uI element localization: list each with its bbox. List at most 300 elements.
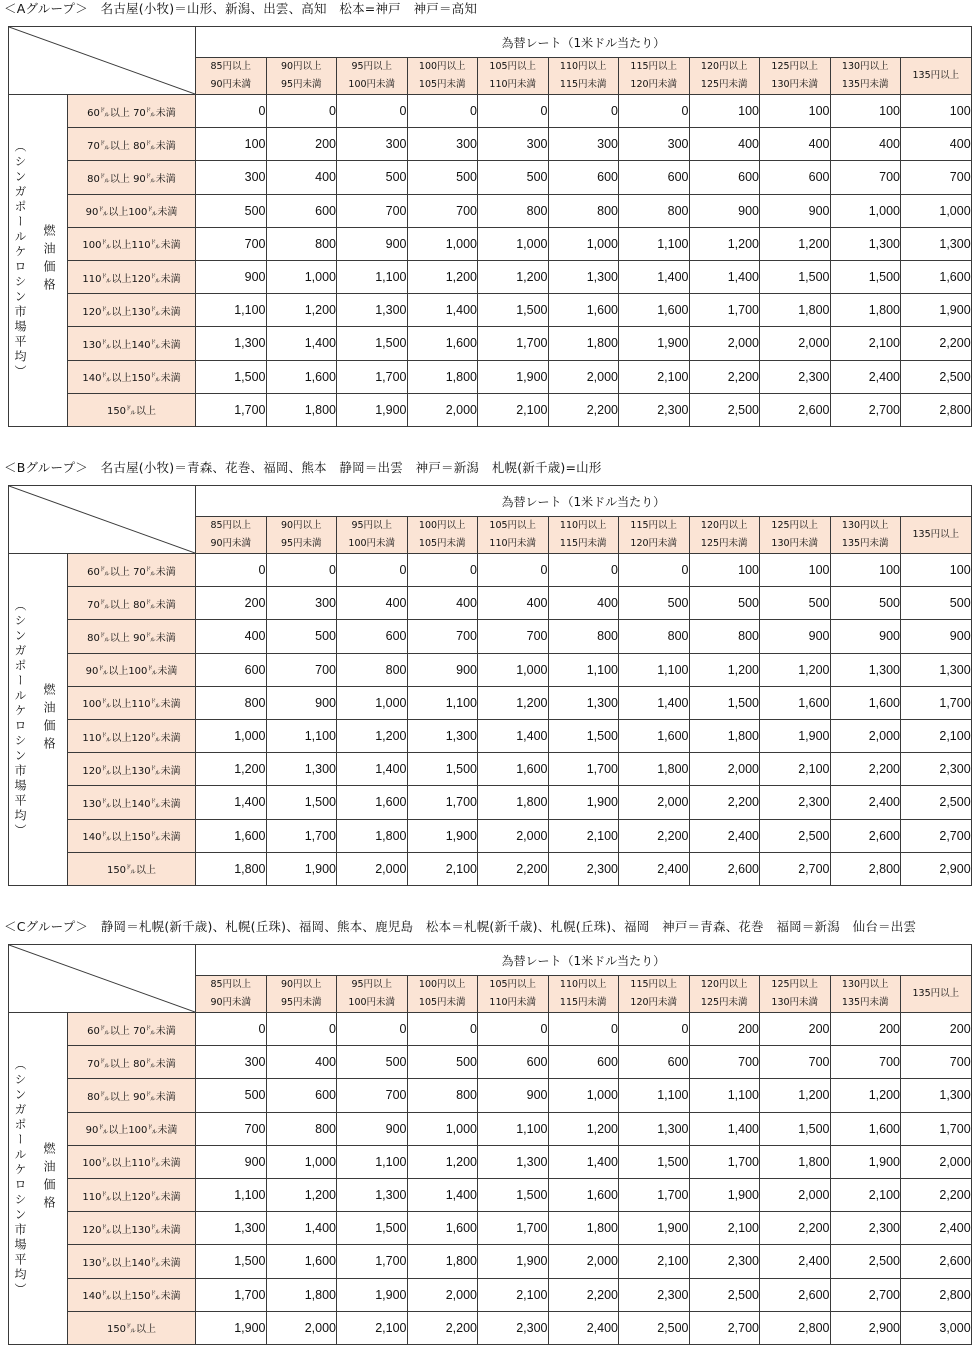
rate-range-header <box>337 58 408 95</box>
rate-range-line: 100円以上 <box>418 61 466 72</box>
rate-range-header <box>689 517 760 554</box>
table-row <box>9 128 972 161</box>
surcharge-value: 2,100 <box>619 360 690 393</box>
surcharge-value: 1,600 <box>830 686 901 719</box>
surcharge-value: 2,500 <box>830 1245 901 1278</box>
surcharge-value: 700 <box>760 1046 831 1079</box>
surcharge-value: 2,200 <box>901 327 972 360</box>
surcharge-value: 1,000 <box>196 719 267 752</box>
fuel-range-label: 110㌦以上120㌦未満 <box>68 1178 196 1211</box>
rate-range-line: 95円未満 <box>280 997 322 1008</box>
surcharge-value: 2,200 <box>689 786 760 819</box>
surcharge-value: 1,300 <box>266 753 337 786</box>
surcharge-value: 500 <box>196 194 267 227</box>
surcharge-value: 900 <box>760 194 831 227</box>
surcharge-value: 0 <box>407 554 478 587</box>
surcharge-value: 700 <box>196 1112 267 1145</box>
table-row <box>9 1079 972 1112</box>
surcharge-value: 1,100 <box>619 227 690 260</box>
surcharge-value: 100 <box>760 554 831 587</box>
surcharge-value: 400 <box>266 1046 337 1079</box>
rate-range-header <box>266 517 337 554</box>
surcharge-value: 200 <box>689 1013 760 1046</box>
fuel-range-label: 80㌦以上 90㌦未満 <box>68 620 196 653</box>
surcharge-value: 1,500 <box>266 786 337 819</box>
surcharge-value: 800 <box>196 686 267 719</box>
surcharge-value: 400 <box>548 587 619 620</box>
surcharge-value: 0 <box>196 1013 267 1046</box>
rate-range-line: 130円未満 <box>771 997 819 1008</box>
surcharge-value: 1,000 <box>548 227 619 260</box>
table-row <box>9 1145 972 1178</box>
surcharge-value: 2,200 <box>760 1212 831 1245</box>
surcharge-value: 2,600 <box>689 852 760 885</box>
rate-range-header <box>478 976 549 1013</box>
table-row <box>9 227 972 260</box>
surcharge-value: 1,700 <box>901 1112 972 1145</box>
surcharge-value: 2,100 <box>478 393 549 426</box>
surcharge-value: 0 <box>337 95 408 128</box>
surcharge-value: 2,200 <box>830 753 901 786</box>
surcharge-value: 0 <box>478 554 549 587</box>
fuel-range-label: 120㌦以上130㌦未満 <box>68 753 196 786</box>
surcharge-value: 1,600 <box>830 1112 901 1145</box>
rate-range-header <box>196 517 267 554</box>
surcharge-value: 2,100 <box>337 1311 408 1344</box>
table-row <box>9 686 972 719</box>
surcharge-value: 600 <box>689 161 760 194</box>
rate-range-header <box>266 976 337 1013</box>
surcharge-value: 2,100 <box>830 327 901 360</box>
fuel-range-label: 150㌦以上 <box>68 1311 196 1344</box>
surcharge-value: 600 <box>548 161 619 194</box>
surcharge-value: 1,400 <box>548 1145 619 1178</box>
surcharge-value: 0 <box>407 95 478 128</box>
surcharge-value: 600 <box>196 653 267 686</box>
rate-range-line: 95円以上 <box>351 520 393 531</box>
surcharge-value: 1,100 <box>407 686 478 719</box>
surcharge-value: 0 <box>266 554 337 587</box>
surcharge-value: 1,800 <box>266 393 337 426</box>
surcharge-value: 1,700 <box>407 786 478 819</box>
table-row <box>9 294 972 327</box>
surcharge-value: 300 <box>478 128 549 161</box>
rate-range-line: 85円以上 <box>210 979 252 990</box>
fuel-price-side-label <box>9 1013 68 1345</box>
surcharge-value: 1,500 <box>337 1212 408 1245</box>
surcharge-value: 400 <box>830 128 901 161</box>
rate-range-line: 135円未満 <box>841 538 889 549</box>
surcharge-value: 1,400 <box>689 1112 760 1145</box>
rate-range-header <box>901 58 972 95</box>
rate-range-line: 120円以上 <box>700 520 748 531</box>
surcharge-value: 2,200 <box>548 393 619 426</box>
surcharge-value: 2,000 <box>760 1178 831 1211</box>
surcharge-value: 2,500 <box>619 1311 690 1344</box>
rate-range-line: 115円以上 <box>630 979 678 990</box>
surcharge-value: 0 <box>266 95 337 128</box>
surcharge-value: 400 <box>901 128 972 161</box>
surcharge-value: 500 <box>337 1046 408 1079</box>
surcharge-value: 2,200 <box>901 1178 972 1211</box>
surcharge-value: 500 <box>407 1046 478 1079</box>
surcharge-value: 600 <box>337 620 408 653</box>
rate-range-line: 105円未満 <box>418 997 466 1008</box>
table-row <box>9 1311 972 1344</box>
rate-range-line: 110円未満 <box>489 79 537 90</box>
surcharge-value: 2,600 <box>901 1245 972 1278</box>
surcharge-value: 1,000 <box>901 194 972 227</box>
surcharge-value: 2,000 <box>619 786 690 819</box>
rate-range-line: 100円未満 <box>348 997 396 1008</box>
diagonal-line <box>9 945 195 1012</box>
rate-range-line: 110円以上 <box>559 61 607 72</box>
surcharge-value: 1,400 <box>337 753 408 786</box>
surcharge-value: 1,600 <box>266 360 337 393</box>
surcharge-value: 1,800 <box>266 1278 337 1311</box>
surcharge-value: 1,400 <box>196 786 267 819</box>
surcharge-value: 2,700 <box>760 852 831 885</box>
surcharge-value: 2,800 <box>760 1311 831 1344</box>
surcharge-value: 1,000 <box>548 1079 619 1112</box>
surcharge-value: 1,600 <box>901 260 972 293</box>
rate-range-line: 85円以上 <box>210 61 252 72</box>
rate-range-line: 95円以上 <box>351 979 393 990</box>
table-row <box>9 1212 972 1245</box>
rate-range-line: 125円以上 <box>771 979 819 990</box>
rate-range-line: 105円以上 <box>489 979 537 990</box>
surcharge-value: 2,000 <box>901 1145 972 1178</box>
surcharge-value: 2,300 <box>760 360 831 393</box>
surcharge-value: 2,400 <box>760 1245 831 1278</box>
surcharge-value: 1,200 <box>407 1145 478 1178</box>
surcharge-value: 900 <box>901 620 972 653</box>
surcharge-value: 2,000 <box>689 327 760 360</box>
surcharge-value: 1,100 <box>689 1079 760 1112</box>
surcharge-value: 2,300 <box>619 1278 690 1311</box>
table-row <box>9 852 972 885</box>
surcharge-value: 1,100 <box>196 294 267 327</box>
surcharge-value: 1,200 <box>830 1079 901 1112</box>
rate-range-line: 130円以上 <box>841 61 889 72</box>
surcharge-value: 1,700 <box>337 360 408 393</box>
rate-range-header <box>901 976 972 1013</box>
surcharge-value: 1,600 <box>619 719 690 752</box>
surcharge-value: 2,300 <box>901 753 972 786</box>
rate-range-line: 135円未満 <box>841 997 889 1008</box>
rate-range-line: 135円以上 <box>912 988 960 999</box>
surcharge-value: 600 <box>266 1079 337 1112</box>
surcharge-value: 500 <box>478 161 549 194</box>
diagonal-line <box>9 486 195 553</box>
surcharge-value: 2,400 <box>830 360 901 393</box>
surcharge-value: 400 <box>266 161 337 194</box>
surcharge-value: 1,500 <box>196 1245 267 1278</box>
rate-range-line: 105円以上 <box>489 61 537 72</box>
surcharge-value: 2,500 <box>901 360 972 393</box>
rate-range-header <box>337 517 408 554</box>
surcharge-value: 2,300 <box>760 786 831 819</box>
rate-range-line: 95円未満 <box>280 79 322 90</box>
kerosene-market-label: （シンガポールケロシン市場平均） <box>13 599 27 840</box>
fuel-range-label: 140㌦以上150㌦未満 <box>68 360 196 393</box>
rate-range-header <box>548 976 619 1013</box>
surcharge-value: 2,000 <box>407 1278 478 1311</box>
surcharge-value: 1,400 <box>689 260 760 293</box>
surcharge-value: 500 <box>760 587 831 620</box>
surcharge-value: 1,500 <box>830 260 901 293</box>
surcharge-value: 2,200 <box>689 360 760 393</box>
surcharge-value: 100 <box>830 95 901 128</box>
rate-range-header <box>689 58 760 95</box>
table-row <box>9 1278 972 1311</box>
surcharge-value: 1,600 <box>407 1212 478 1245</box>
surcharge-value: 2,000 <box>760 327 831 360</box>
rate-range-line: 115円以上 <box>630 520 678 531</box>
fuel-range-label: 130㌦以上140㌦未満 <box>68 1245 196 1278</box>
rate-range-line: 100円未満 <box>348 79 396 90</box>
rate-range-header <box>619 58 690 95</box>
rate-range-line: 90円未満 <box>210 997 252 1008</box>
rate-range-header <box>407 976 478 1013</box>
rate-range-line: 85円以上 <box>210 520 252 531</box>
fuel-range-label: 60㌦以上 70㌦未満 <box>68 554 196 587</box>
fuel-range-label: 120㌦以上130㌦未満 <box>68 294 196 327</box>
surcharge-value: 1,600 <box>196 819 267 852</box>
surcharge-value: 2,100 <box>619 1245 690 1278</box>
surcharge-value: 2,700 <box>901 819 972 852</box>
surcharge-table <box>8 944 972 1345</box>
surcharge-value: 1,500 <box>478 294 549 327</box>
surcharge-value: 1,900 <box>196 1311 267 1344</box>
rate-range-line: 135円以上 <box>912 70 960 81</box>
table-row <box>9 1245 972 1278</box>
rate-range-header <box>830 517 901 554</box>
rate-range-header <box>478 58 549 95</box>
fuel-range-label: 90㌦以上100㌦未満 <box>68 194 196 227</box>
surcharge-value: 2,100 <box>689 1212 760 1245</box>
surcharge-value: 1,500 <box>337 327 408 360</box>
surcharge-value: 300 <box>548 128 619 161</box>
corner-cell <box>9 27 196 95</box>
surcharge-value: 400 <box>196 620 267 653</box>
surcharge-value: 200 <box>830 1013 901 1046</box>
surcharge-value: 2,500 <box>689 393 760 426</box>
surcharge-value: 600 <box>478 1046 549 1079</box>
surcharge-value: 100 <box>689 95 760 128</box>
rate-range-line: 115円以上 <box>630 61 678 72</box>
surcharge-value: 1,300 <box>337 1178 408 1211</box>
table-row <box>9 587 972 620</box>
surcharge-value: 0 <box>266 1013 337 1046</box>
fuel-range-label: 70㌦以上 80㌦未満 <box>68 128 196 161</box>
table-row <box>9 786 972 819</box>
rate-range-line: 125円以上 <box>771 61 819 72</box>
surcharge-value: 1,600 <box>266 1245 337 1278</box>
surcharge-value: 2,700 <box>830 1278 901 1311</box>
surcharge-value: 0 <box>478 1013 549 1046</box>
rate-range-line: 95円以上 <box>351 61 393 72</box>
fuel-range-label: 110㌦以上120㌦未満 <box>68 260 196 293</box>
surcharge-value: 1,200 <box>266 294 337 327</box>
surcharge-value: 2,200 <box>407 1311 478 1344</box>
rate-range-header <box>830 58 901 95</box>
table-row <box>9 554 972 587</box>
surcharge-value: 2,800 <box>901 1278 972 1311</box>
surcharge-value: 500 <box>830 587 901 620</box>
surcharge-value: 0 <box>548 554 619 587</box>
surcharge-value: 1,200 <box>478 260 549 293</box>
rate-range-line: 120円未満 <box>630 997 678 1008</box>
rate-range-header <box>619 517 690 554</box>
surcharge-value: 700 <box>337 194 408 227</box>
fuel-range-label: 60㌦以上 70㌦未満 <box>68 1013 196 1046</box>
surcharge-value: 1,900 <box>619 1212 690 1245</box>
table-row <box>9 260 972 293</box>
surcharge-value: 1,800 <box>548 327 619 360</box>
rate-range-header <box>689 976 760 1013</box>
header-row <box>9 486 972 517</box>
table-row <box>9 194 972 227</box>
rate-range-line: 130円以上 <box>841 979 889 990</box>
rate-range-line: 100円未満 <box>348 538 396 549</box>
surcharge-value: 1,600 <box>760 686 831 719</box>
rate-range-line: 100円以上 <box>418 520 466 531</box>
surcharge-value: 2,100 <box>830 1178 901 1211</box>
surcharge-value: 900 <box>407 653 478 686</box>
surcharge-value: 2,500 <box>689 1278 760 1311</box>
surcharge-value: 2,500 <box>901 786 972 819</box>
surcharge-value: 1,800 <box>760 1145 831 1178</box>
surcharge-value: 0 <box>478 95 549 128</box>
surcharge-value: 800 <box>548 620 619 653</box>
surcharge-value: 1,300 <box>830 653 901 686</box>
rate-range-line: 105円以上 <box>489 520 537 531</box>
rate-range-header <box>548 58 619 95</box>
surcharge-value: 200 <box>196 587 267 620</box>
surcharge-value: 1,200 <box>689 227 760 260</box>
surcharge-value: 1,000 <box>478 653 549 686</box>
surcharge-value: 1,700 <box>901 686 972 719</box>
surcharge-value: 1,700 <box>548 753 619 786</box>
surcharge-value: 1,700 <box>619 1178 690 1211</box>
surcharge-value: 1,200 <box>407 260 478 293</box>
surcharge-value: 1,300 <box>619 1112 690 1145</box>
surcharge-value: 2,100 <box>478 1278 549 1311</box>
table-row <box>9 653 972 686</box>
fuel-range-label: 90㌦以上100㌦未満 <box>68 1112 196 1145</box>
surcharge-value: 2,400 <box>619 852 690 885</box>
surcharge-value: 1,000 <box>407 227 478 260</box>
rate-range-line: 90円以上 <box>280 979 322 990</box>
kerosene-market-label: （シンガポールケロシン市場平均） <box>13 1058 27 1299</box>
header-row <box>9 27 972 58</box>
surcharge-value: 1,300 <box>196 327 267 360</box>
surcharge-value: 1,600 <box>407 327 478 360</box>
group-title: ＜Cグループ＞ 静岡＝札幌(新千歳)、札幌(丘珠)、福岡、熊本、鹿児島 松本＝札幌(新千歳)、札幌(丘珠)、福岡 神戸＝青森、花巻 福岡＝新潟 仙台＝出雲 <box>4 919 917 934</box>
surcharge-value: 2,300 <box>689 1245 760 1278</box>
surcharge-value: 1,100 <box>337 1145 408 1178</box>
surcharge-value: 1,800 <box>830 294 901 327</box>
fuel-range-label: 140㌦以上150㌦未満 <box>68 1278 196 1311</box>
surcharge-value: 1,100 <box>196 1178 267 1211</box>
rate-range-line: 110円以上 <box>559 979 607 990</box>
rate-range-header <box>901 517 972 554</box>
fuel-price-label: 燃油価格 <box>42 224 56 297</box>
surcharge-value: 1,800 <box>196 852 267 885</box>
surcharge-value: 1,700 <box>196 1278 267 1311</box>
surcharge-value: 900 <box>689 194 760 227</box>
surcharge-value: 800 <box>548 194 619 227</box>
surcharge-value: 1,300 <box>337 294 408 327</box>
table-row <box>9 1046 972 1079</box>
rate-range-line: 105円未満 <box>418 79 466 90</box>
surcharge-value: 1,100 <box>478 1112 549 1145</box>
surcharge-value: 600 <box>760 161 831 194</box>
surcharge-value: 800 <box>266 1112 337 1145</box>
surcharge-value: 2,000 <box>548 1245 619 1278</box>
surcharge-value: 1,200 <box>548 1112 619 1145</box>
surcharge-value: 800 <box>689 620 760 653</box>
surcharge-value: 0 <box>619 554 690 587</box>
table-row <box>9 1178 972 1211</box>
surcharge-value: 1,100 <box>548 653 619 686</box>
kerosene-market-label: （シンガポールケロシン市場平均） <box>13 140 27 381</box>
rate-range-line: 125円未満 <box>700 538 748 549</box>
surcharge-value: 2,000 <box>830 719 901 752</box>
surcharge-value: 1,200 <box>478 686 549 719</box>
surcharge-value: 800 <box>337 653 408 686</box>
surcharge-value: 700 <box>196 227 267 260</box>
surcharge-value: 500 <box>901 587 972 620</box>
surcharge-value: 2,600 <box>760 1278 831 1311</box>
rate-range-header <box>478 517 549 554</box>
surcharge-value: 1,400 <box>407 294 478 327</box>
surcharge-value: 900 <box>760 620 831 653</box>
surcharge-value: 1,900 <box>548 786 619 819</box>
surcharge-value: 2,500 <box>760 819 831 852</box>
surcharge-value: 2,600 <box>830 819 901 852</box>
surcharge-value: 1,300 <box>196 1212 267 1245</box>
surcharge-value: 1,900 <box>830 1145 901 1178</box>
surcharge-value: 500 <box>196 1079 267 1112</box>
surcharge-value: 1,200 <box>760 227 831 260</box>
surcharge-value: 300 <box>619 128 690 161</box>
surcharge-value: 800 <box>619 194 690 227</box>
surcharge-value: 1,600 <box>619 294 690 327</box>
rate-range-line: 95円未満 <box>280 538 322 549</box>
fuel-range-label: 80㌦以上 90㌦未満 <box>68 1079 196 1112</box>
corner-cell <box>9 486 196 554</box>
surcharge-value: 0 <box>196 554 267 587</box>
surcharge-value: 0 <box>337 554 408 587</box>
surcharge-value: 2,000 <box>689 753 760 786</box>
fuel-range-label: 100㌦以上110㌦未満 <box>68 1145 196 1178</box>
corner-cell <box>9 945 196 1013</box>
rate-range-line: 135円以上 <box>912 529 960 540</box>
rate-range-line: 115円未満 <box>559 538 607 549</box>
surcharge-value: 500 <box>337 161 408 194</box>
surcharge-value: 1,000 <box>407 1112 478 1145</box>
surcharge-value: 100 <box>830 554 901 587</box>
rate-range-line: 125円以上 <box>771 520 819 531</box>
surcharge-value: 100 <box>760 95 831 128</box>
surcharge-value: 1,300 <box>407 719 478 752</box>
surcharge-value: 2,100 <box>901 719 972 752</box>
surcharge-value: 1,800 <box>619 753 690 786</box>
surcharge-value: 1,100 <box>619 653 690 686</box>
surcharge-value: 700 <box>337 1079 408 1112</box>
